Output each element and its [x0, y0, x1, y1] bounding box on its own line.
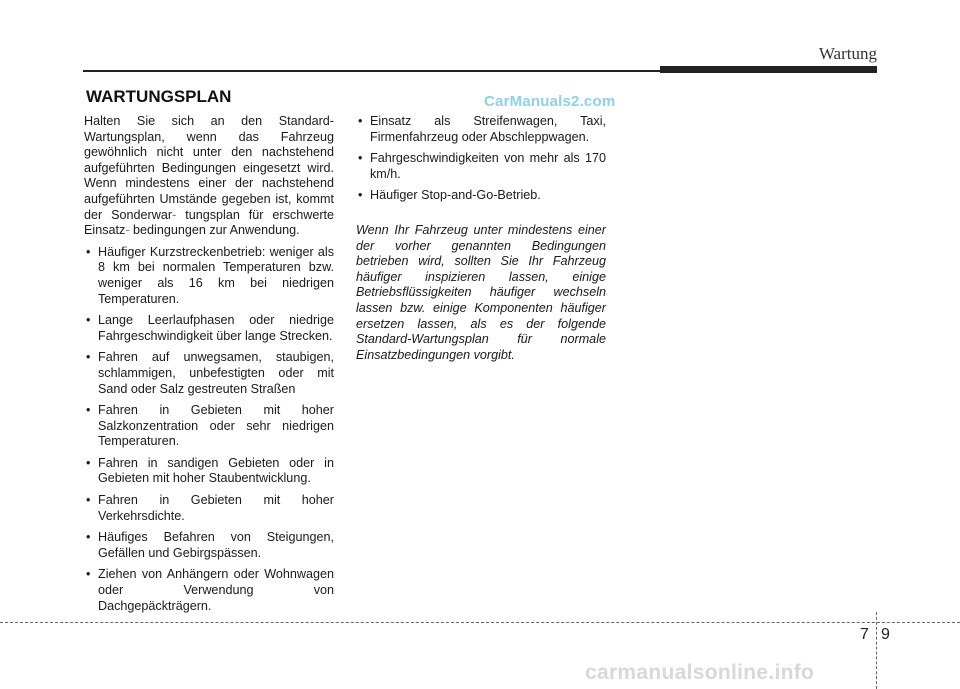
footer-dashed-line — [0, 622, 960, 623]
list-item: • Fahren in Gebieten mit hoher Salzkonzentration oder sehr niedrigen Temperaturen. — [84, 403, 334, 450]
list-item: • Einsatz als Streifenwagen, Taxi, Firmenfahrzeug oder Abschleppwagen. — [356, 114, 606, 145]
list-item: • Ziehen von Anhängern oder Wohnwagen oder Verwendung von Dachgepäckträgern. — [84, 567, 334, 614]
header-rule-thin — [83, 70, 663, 72]
list-item: • Fahren in Gebieten mit hoher Verkehrsdichte. — [84, 493, 334, 524]
left-column — [84, 114, 334, 614]
header-rule-thick — [660, 66, 877, 73]
condition-list-left — [84, 245, 334, 614]
list-item: • Häufiger Stop-and-Go-Betrieb. — [356, 188, 606, 204]
soft-hyphen-2: - — [125, 223, 130, 238]
list-item: • Häufiger Kurzstreckenbetrieb: weniger als 8 km bei normalen Temperaturen bzw. weniger als 16 km bei niedrigen Temperaturen. — [84, 245, 334, 307]
right-column — [356, 114, 606, 363]
note-paragraph: Wenn Ihr Fahrzeug unter mindestens einer der vorher genannten Bedingungen betrieben wird, sollten Sie Ihr Fahrzeug häufiger inspizieren lassen, einige Betriebsflüssigkeiten häufiger wechseln lassen bzw. einige Komponenten häufiger ersetzen lassen, als es der folgende Standard-Wartungsplan für normale Einsatzbedingungen vorgibt. — [356, 222, 606, 362]
section-title: WARTUNGSPLAN — [86, 87, 232, 106]
condition-list-right — [356, 114, 606, 204]
soft-hyphen-1: - — [172, 207, 177, 222]
header-title: Wartung — [818, 44, 877, 63]
watermark-top: CarManuals2.com — [484, 93, 616, 110]
intro-part-3: bedingungen zur Anwendung. — [133, 223, 300, 238]
intro-paragraph — [84, 114, 334, 239]
list-item: • Lange Leerlaufphasen oder niedrige Fahrgeschwindigkeit über lange Strecken. — [84, 313, 334, 344]
footer-vertical-dashed-line — [876, 612, 877, 689]
watermark-bottom: carmanualsonline.info — [585, 661, 815, 684]
intro-part-1: Halten Sie sich an den Standard-Wartungsplan, wenn das Fahrzeug gewöhnlich nicht unter den nachstehend aufgeführten Bedingungen eingesetzt wird. Wenn mindestens einer der nachstehend aufgeführten Umstände gegeben ist, kommt der Sonderwar — [84, 114, 334, 222]
list-item: • Häufiges Befahren von Steigungen, Gefällen und Gebirgspässen. — [84, 530, 334, 561]
list-item: • Fahren in sandigen Gebieten oder in Gebieten mit hoher Staubentwicklung. — [84, 456, 334, 487]
intro-part-2: tungsplan für erschwerte Einsatz — [84, 207, 335, 238]
page-number: 9 — [881, 626, 890, 643]
list-item: • Fahren auf unwegsamen, staubigen, schlammigen, unbefestigten oder mit Sand oder Salz gestreuten Straßen — [84, 350, 334, 397]
list-item: • Fahrgeschwindigkeiten von mehr als 170 km/h. — [356, 151, 606, 182]
page-chapter: 7 — [860, 626, 869, 643]
